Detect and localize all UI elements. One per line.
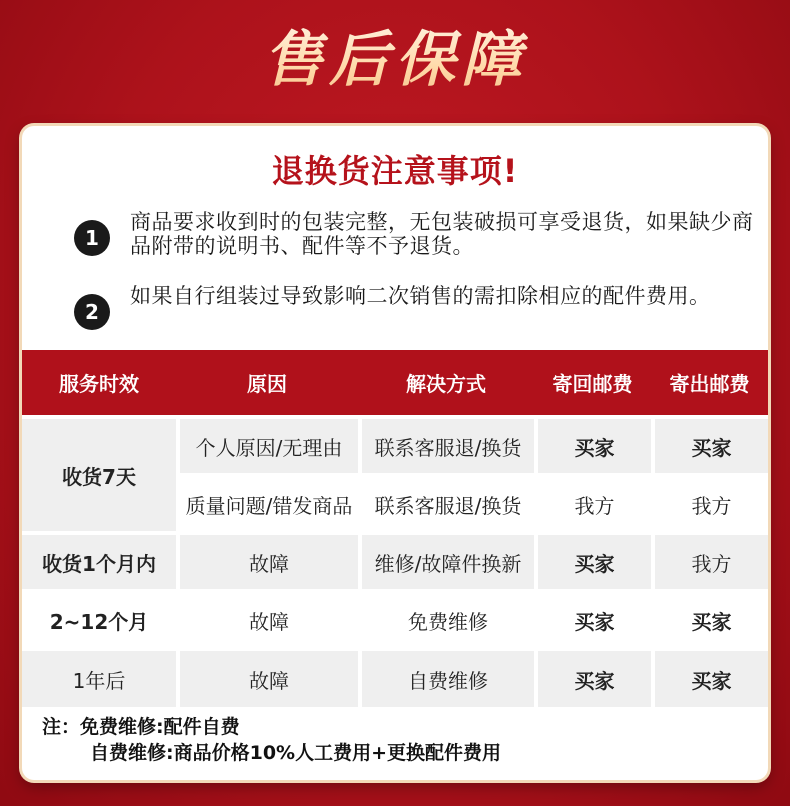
page-title: 售后保障 <box>0 18 790 102</box>
table-row <box>22 647 768 707</box>
note-number-badge: 2 <box>74 294 110 330</box>
note-text: 商品要求收到时的包装完整，无包装破损可享受退货，如果缺少商品附带的说明书、配件等不予退货。 <box>130 210 754 258</box>
note-number-badge: 1 <box>74 220 110 256</box>
reason-cell: 质量问题/错发商品 <box>176 477 358 531</box>
period-cell: 收货7天 <box>22 419 176 531</box>
period-cell: 收货1个月内 <box>22 535 176 589</box>
solution-cell: 自费维修 <box>358 651 534 707</box>
return-fee-cell: 我方 <box>534 477 651 531</box>
table-group <box>22 415 768 531</box>
send-fee-cell: 我方 <box>651 535 768 589</box>
service-table <box>22 350 768 707</box>
send-fee-cell: 买家 <box>651 651 768 707</box>
solution-cell: 维修/故障件换新 <box>358 535 534 589</box>
table-row <box>176 419 768 473</box>
header-reason: 原因 <box>247 372 287 396</box>
send-fee-cell: 买家 <box>651 593 768 647</box>
return-fee-cell: 买家 <box>534 535 651 589</box>
solution-cell: 联系客服退/换货 <box>358 419 534 473</box>
header-send-fee: 寄出邮费 <box>669 372 750 396</box>
period-cell: 2~12个月 <box>49 609 149 634</box>
card-title: 退换货注意事项! <box>271 152 519 190</box>
note-item-2 <box>74 284 754 330</box>
solution-cell: 免费维修 <box>358 593 534 647</box>
table-row <box>176 473 768 531</box>
send-fee-cell: 我方 <box>651 477 768 531</box>
table-header <box>22 350 768 415</box>
header-solution: 解决方式 <box>406 372 486 396</box>
return-fee-cell: 买家 <box>534 593 651 647</box>
reason-cell: 故障 <box>176 651 358 707</box>
reason-cell: 故障 <box>176 535 358 589</box>
send-fee-cell: 买家 <box>651 419 768 473</box>
return-fee-cell: 买家 <box>534 651 651 707</box>
return-fee-cell: 买家 <box>534 419 651 473</box>
after-sales-card <box>22 126 768 780</box>
reason-cell: 故障 <box>176 593 358 647</box>
table-row <box>22 589 768 647</box>
header-period: 服务时效 <box>59 372 139 396</box>
period-cell: 1年后 <box>22 651 176 707</box>
footnote-line-1: 免费维修:配件自费 <box>80 716 240 738</box>
note-text: 如果自行组装过导致影响二次销售的需扣除相应的配件费用。 <box>130 284 711 308</box>
solution-cell: 联系客服退/换货 <box>358 477 534 531</box>
footnote-label: 注： <box>42 716 81 738</box>
note-item-1 <box>74 210 754 258</box>
reason-cell: 个人原因/无理由 <box>176 419 358 473</box>
footnote-line-2: 自费维修:商品价格10%人工费用+更换配件费用 <box>90 742 501 764</box>
footnote <box>42 714 501 766</box>
header-return-fee: 寄回邮费 <box>552 372 633 396</box>
table-row <box>22 531 768 589</box>
